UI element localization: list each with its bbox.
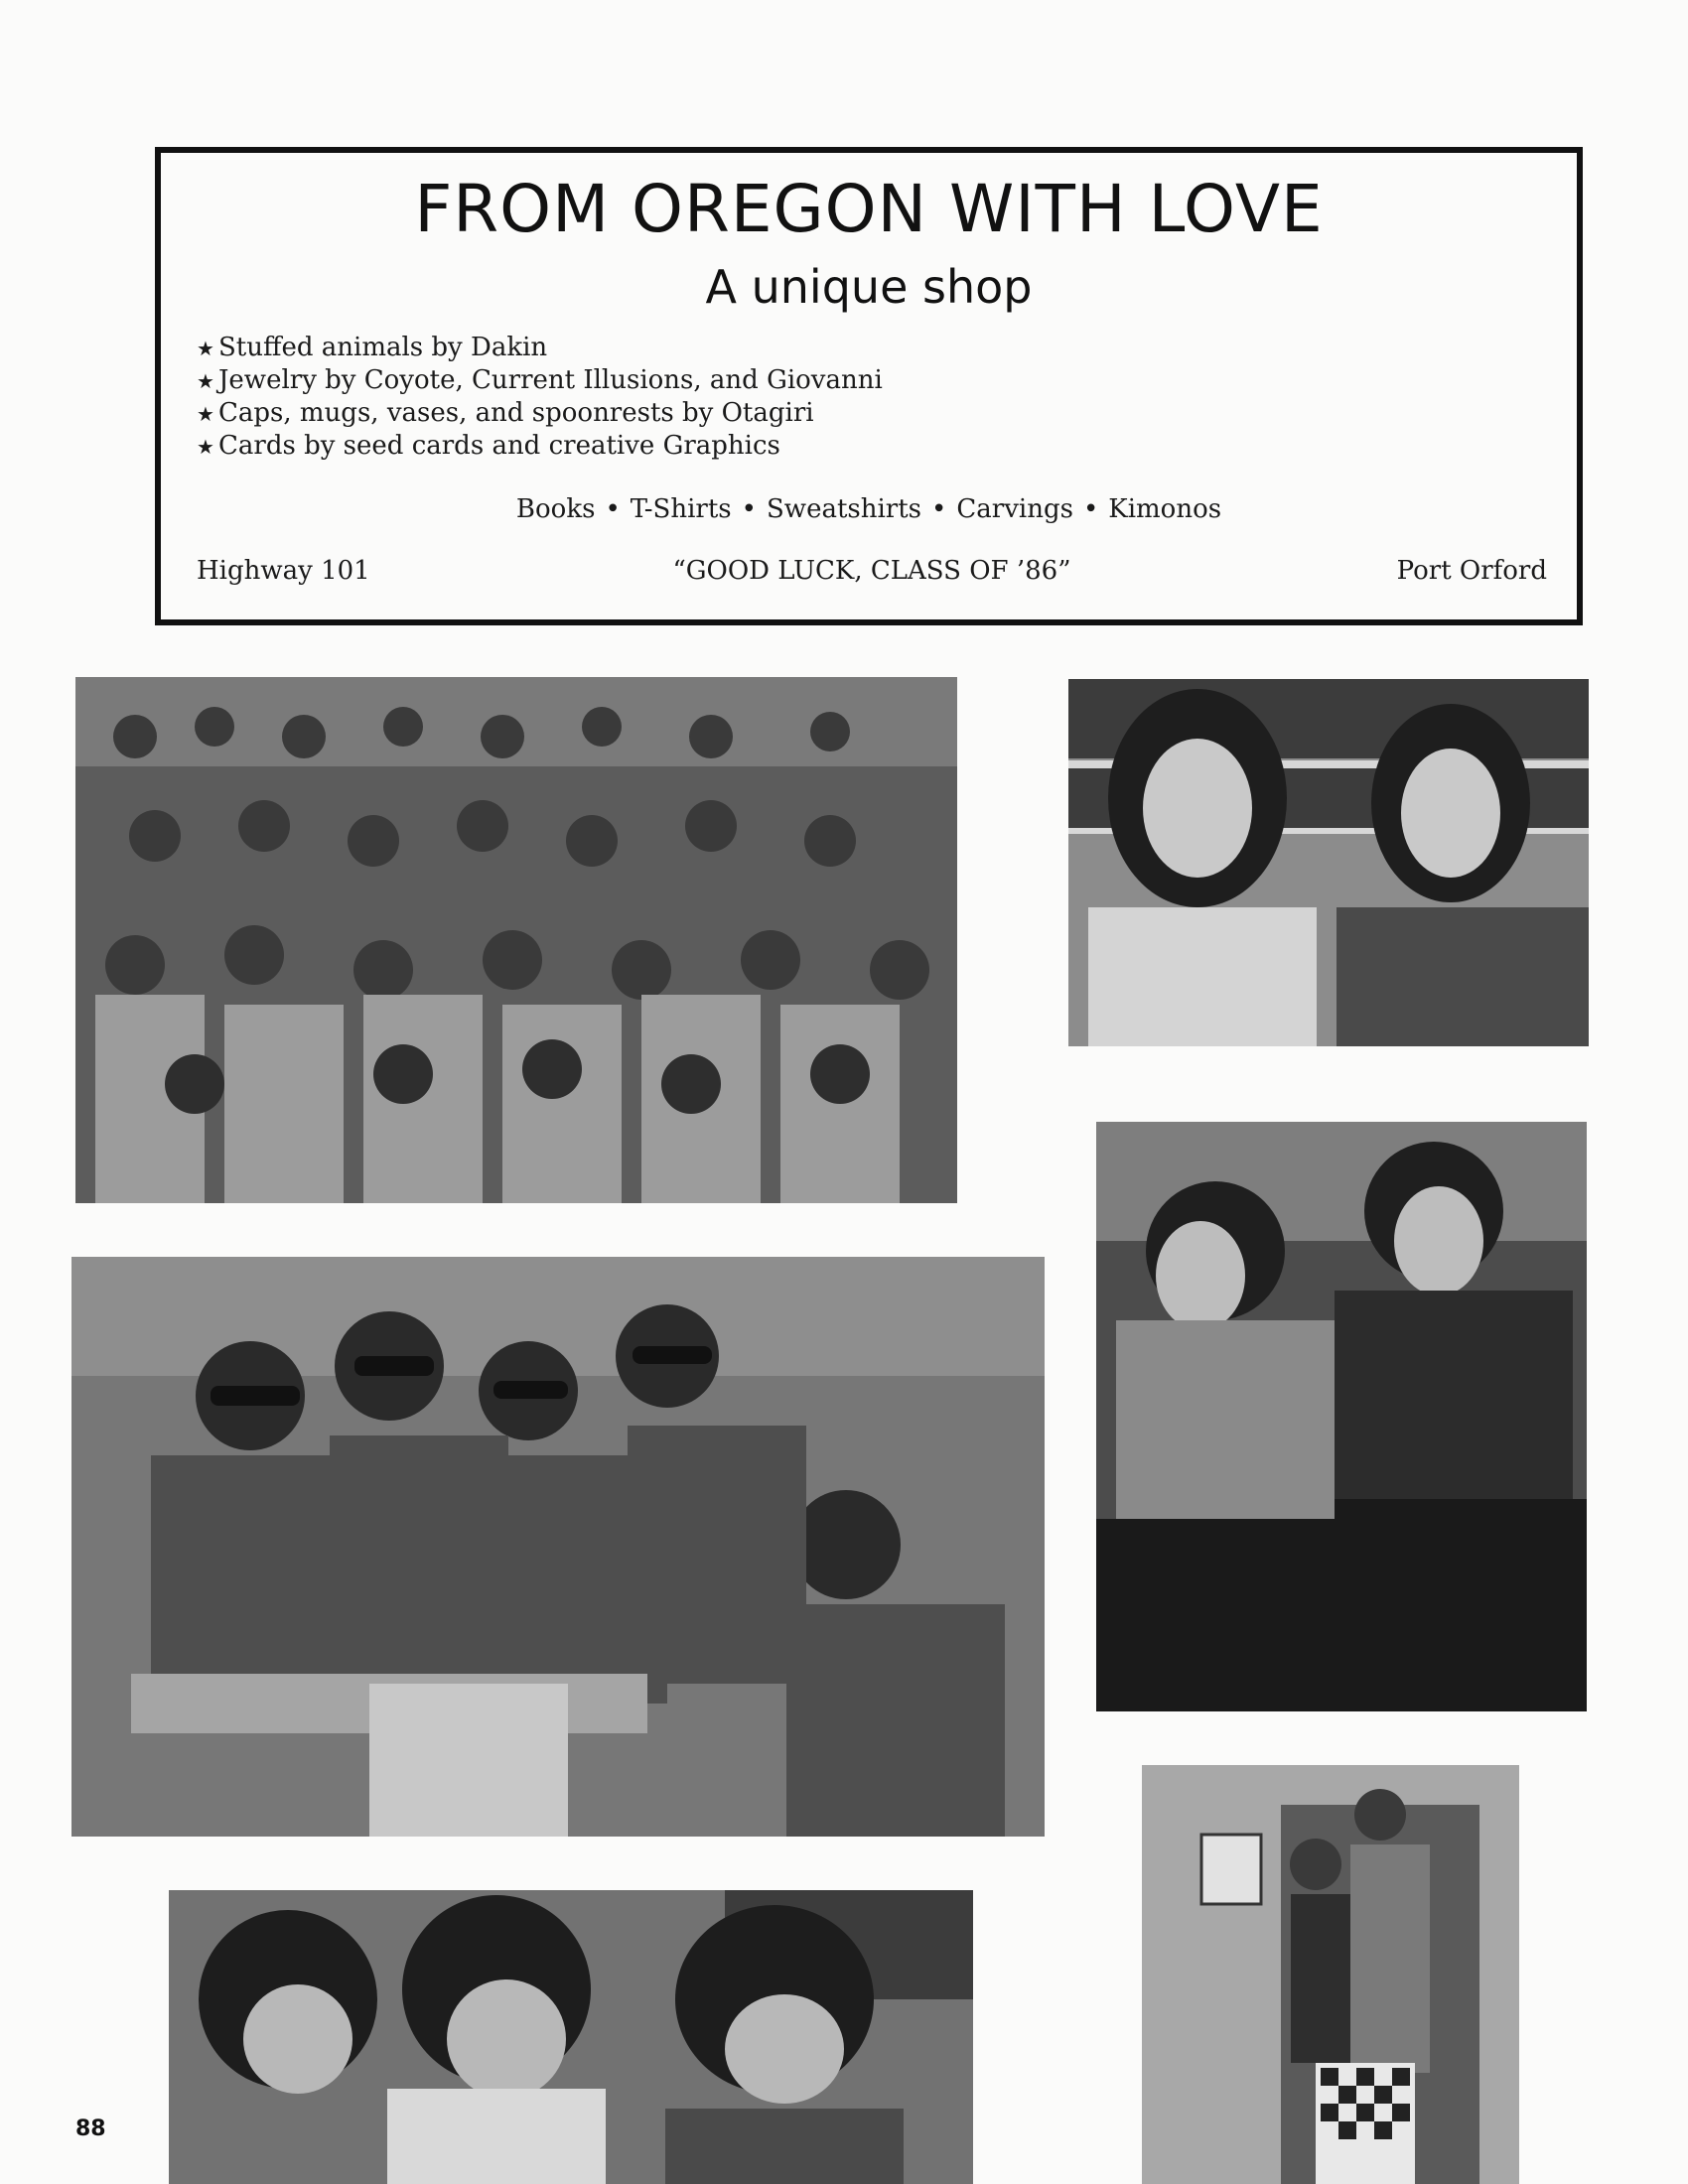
photo-two-girls-library	[1068, 679, 1589, 1046]
product-item: Books	[515, 494, 596, 524]
photo-students-bleachers-image	[75, 677, 957, 1203]
photo-students-reading	[169, 1890, 973, 2184]
photo-two-boys-sitting-image	[1096, 1122, 1587, 1711]
photo-students-sunglasses-hats	[71, 1257, 1045, 1837]
ad-slogan: “GOOD LUCK, CLASS OF ’86”	[672, 556, 1071, 586]
star-icon: ★	[197, 337, 214, 360]
ad-feature-item	[197, 397, 883, 430]
ad-feature-text: Caps, mugs, vases, and spoonrests by Otagiri	[218, 398, 814, 428]
ad-subtitle: A unique shop	[705, 260, 1033, 314]
ad-title: FROM OREGON WITH LOVE	[414, 171, 1324, 247]
ad-location-right: Port Orford	[1396, 556, 1547, 586]
star-icon: ★	[197, 402, 214, 426]
ad-feature-list	[197, 332, 883, 463]
ad-product-line	[161, 494, 1577, 524]
ad-feature-text: Stuffed animals by Dakin	[218, 333, 548, 362]
photo-students-reading-image	[169, 1890, 973, 2184]
bullet-icon: •	[1082, 494, 1099, 524]
photo-students-bleachers	[75, 677, 957, 1203]
ad-feature-text: Cards by seed cards and creative Graphics	[218, 431, 780, 461]
advertisement-box	[155, 147, 1583, 625]
ad-feature-text: Jewelry by Coyote, Current Illusions, and Giovanni	[218, 365, 883, 395]
photo-costumed-students-doorway-image	[1142, 1765, 1519, 2184]
photo-two-girls-library-image	[1068, 679, 1589, 1046]
bullet-icon: •	[741, 494, 757, 524]
photo-students-sunglasses-hats-image	[71, 1257, 1045, 1837]
product-item: Sweatshirts	[767, 494, 922, 524]
product-item: Kimonos	[1108, 494, 1222, 524]
ad-feature-item	[197, 430, 883, 463]
product-item: T-Shirts	[630, 494, 732, 524]
star-icon: ★	[197, 435, 214, 459]
ad-feature-item	[197, 364, 883, 397]
photo-two-boys-sitting	[1096, 1122, 1587, 1711]
bullet-icon: •	[931, 494, 947, 524]
page-number: 88	[75, 2116, 106, 2141]
product-item: Carvings	[956, 494, 1073, 524]
bullet-icon: •	[605, 494, 621, 524]
star-icon: ★	[197, 369, 214, 393]
photo-costumed-students-doorway	[1142, 1765, 1519, 2184]
ad-feature-item	[197, 332, 883, 364]
ad-location-left: Highway 101	[197, 556, 370, 586]
